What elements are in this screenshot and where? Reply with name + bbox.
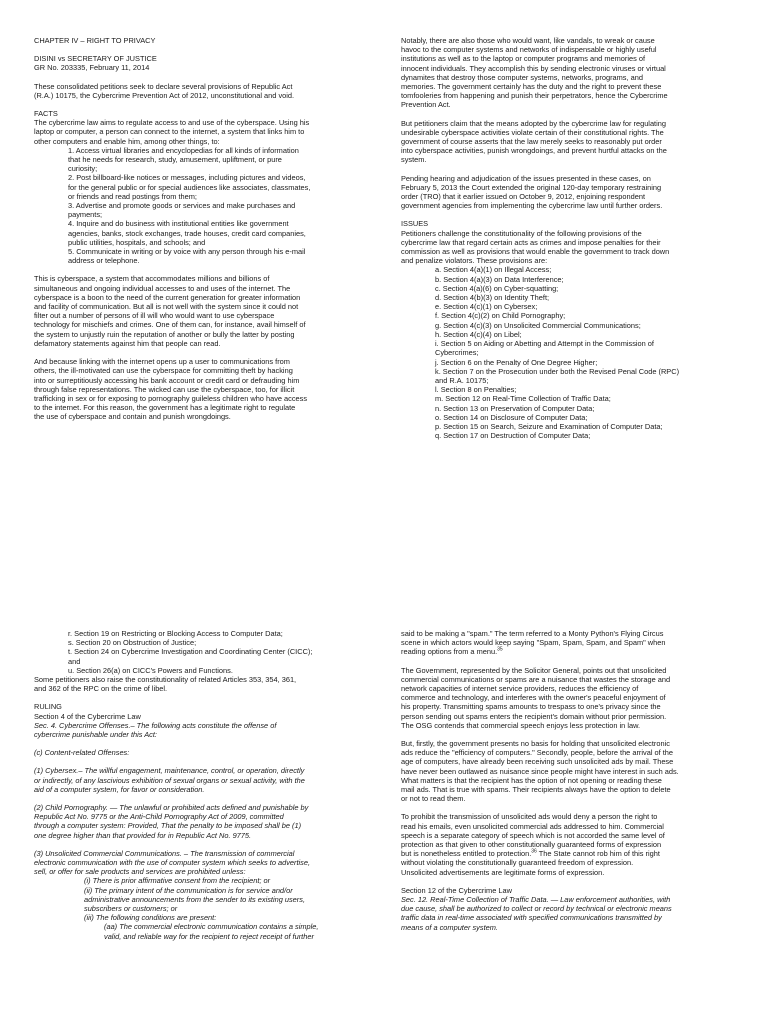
list-item: 3. Advertise and promote goods or services and make purchases and bbox=[68, 201, 296, 211]
list-item: p. Section 15 on Search, Seizure and Examination of Computer Data; bbox=[435, 421, 663, 431]
footnote-marker: 35 bbox=[497, 646, 503, 653]
facts-list bbox=[34, 146, 364, 266]
text-line: And because linking with the internet opens up a user to communications from bbox=[34, 357, 290, 367]
text-line: through false representations. The wicked can use the cyberspace, too, for illicit bbox=[34, 384, 295, 394]
cyberspace-paragraph bbox=[34, 274, 364, 348]
text-line: and facility of communication. But all is not well with the system since it could not bbox=[34, 302, 299, 312]
list-item: and R.A. 10175; bbox=[435, 375, 489, 385]
list-item: valid, and reliable way for the recipient to reject receipt of further bbox=[104, 931, 314, 941]
list-item: (ii) The primary intent of the communication is for service and/or bbox=[84, 885, 293, 895]
text-line: undesirable cyberspace activities violate certain of their constitutional rights. The bbox=[401, 127, 664, 137]
list-item: address or telephone. bbox=[68, 256, 140, 266]
text-line: others, the ill-motivated can use the cyberspace for committing theft by hacking bbox=[34, 366, 293, 376]
list-item: (aa) The commercial electronic communication contains a simple, bbox=[104, 922, 319, 932]
footnote-marker: 36 bbox=[531, 848, 537, 855]
list-item: f. Section 4(c)(2) on Child Pornography; bbox=[435, 311, 566, 321]
list-item: q. Section 17 on Destruction of Computer Data; bbox=[435, 431, 591, 441]
list-item: d. Section 4(b)(3) on Identity Theft; bbox=[435, 293, 550, 303]
text-line: What matters is that the recipient has the option of not opening or reading these bbox=[401, 775, 662, 785]
text-line: sell, or offer for sale products and services are prohibited unless: bbox=[34, 867, 246, 877]
text-line: commission as well as provisions that would enable the government to track down bbox=[401, 247, 670, 257]
sec12-text bbox=[401, 895, 731, 932]
list-item: curiosity; bbox=[68, 164, 98, 174]
gr-number: GR No. 203335, February 11, 2014 bbox=[34, 63, 150, 73]
also-raise-paragraph bbox=[34, 675, 364, 693]
issues-list-continued bbox=[34, 629, 364, 675]
list-item: c. Section 4(a)(6) on Cyber-squatting; bbox=[435, 283, 559, 293]
text-line: (1) Cybersex.– The willful engagement, maintenance, control, or operation, directly bbox=[34, 766, 305, 776]
text-line: ads reduce the "efficiency of computers." Secondly, people, before the arrival of the bbox=[401, 748, 674, 758]
text-line: and penalize violators. These provisions are: bbox=[401, 256, 548, 266]
text-line: aid of a computer system, for favor or consideration. bbox=[34, 784, 205, 794]
text-line: age of computers, have already been receiving such unsolicited ads by mail. These bbox=[401, 757, 674, 767]
section12-heading: Section 12 of the Cybercrime Law bbox=[401, 885, 512, 895]
text-line: Some petitioners also raise the constitutionality of related Articles 353, 354, 361, bbox=[34, 675, 297, 685]
linking-paragraph bbox=[34, 357, 364, 421]
child-pornography-paragraph bbox=[34, 803, 364, 840]
text-line: reading options from a menu. bbox=[401, 647, 498, 657]
list-item: and bbox=[68, 656, 81, 666]
text-line: through a computer system: Provided, That the penalty to be imposed shall be (1) bbox=[34, 821, 302, 831]
text-line: due cause, shall be authorized to collect or record by technical or electronic means bbox=[401, 904, 672, 914]
list-item: e. Section 4(c)(1) on Cybersex; bbox=[435, 302, 538, 312]
text-line: Petitioners challenge the constitutionality of the following provisions of the bbox=[401, 228, 642, 238]
text-line: Unsolicited advertisements are legitimate forms of expression. bbox=[401, 867, 605, 877]
text-line: read his emails, even unsolicited commercial ads addressed to him. Commercial bbox=[401, 821, 664, 831]
text-line: cybercrime law that regard certain acts as crimes and impose penalties for their bbox=[401, 237, 661, 247]
text-line: have never been outlawed as nuisance since people might have interest in such ads. bbox=[401, 766, 679, 776]
chapter-title: CHAPTER IV – RIGHT TO PRIVACY bbox=[34, 36, 156, 45]
text-line: into cyberspace activities, punish wrongdoings, and prevent hurtful attacks on the bbox=[401, 146, 667, 156]
bottom-right-column bbox=[401, 629, 731, 932]
text-line: mail ads. That is true with spams. Their recipients always have the option to delete bbox=[401, 785, 671, 795]
text-line: The State cannot rob him of this right bbox=[538, 849, 660, 859]
government-paragraph bbox=[401, 666, 731, 730]
text-line: trafficking in sex or for exposing to pornography guileless children who have access bbox=[34, 393, 308, 403]
text-line: (3) Unsolicited Commercial Communications. – The transmission of commercial bbox=[34, 848, 295, 858]
tro-paragraph bbox=[401, 174, 731, 211]
text-line: The cybercrime law aims to regulate access to and use of the cyberspace. Using his bbox=[34, 118, 310, 128]
list-item: that he needs for research, study, amusement, upliftment, or pure bbox=[68, 155, 282, 165]
intro-paragraph bbox=[34, 82, 364, 100]
list-item: Cybercrimes; bbox=[435, 348, 479, 358]
text-line: scene in which actors would keep saying "Spam, Spam, Spam, and Spam" when bbox=[401, 638, 666, 648]
list-item: 1. Access virtual libraries and encyclopedias for all kinds of information bbox=[68, 145, 299, 155]
text-line: Pending hearing and adjudication of the issues presented in these cases, on bbox=[401, 173, 651, 183]
list-item: or friends and read postings from them; bbox=[68, 191, 197, 201]
petitioners-claim-paragraph bbox=[401, 119, 731, 165]
text-line: This is cyberspace, a system that accommodates millions and billions of bbox=[34, 274, 270, 284]
text-line: but is nonetheless entitled to protection. bbox=[401, 849, 532, 859]
list-item: t. Section 24 on Cybercrime Investigation and Coordinating Center (CICC); bbox=[68, 647, 313, 657]
text-line: Sec. 12. Real-Time Collection of Traffic Data. — Law enforcement authorities, with bbox=[401, 895, 671, 905]
text-line: The Government, represented by the Solicitor General, points out that unsolicited bbox=[401, 665, 667, 675]
list-item: for the general public or for special audiences like associates, classmates, bbox=[68, 182, 311, 192]
vandals-paragraph bbox=[401, 36, 731, 110]
cybersex-paragraph bbox=[34, 766, 364, 794]
list-item: u. Section 26(a) on CICC's Powers and Functions. bbox=[68, 665, 233, 675]
text-line: network capacities of internet service providers, reduces the efficiency of bbox=[401, 684, 639, 694]
facts-heading: FACTS bbox=[34, 109, 58, 119]
text-line: protection as that given to other constitutionally guaranteed forms of expression bbox=[401, 840, 662, 850]
text-line: To prohibit the transmission of unsolicited ads would deny a person the right to bbox=[401, 812, 658, 822]
list-item: (i) There is prior affirmative consent from the recipient; or bbox=[84, 876, 271, 886]
list-item: 2. Post billboard-like notices or messages, including pictures and videos, bbox=[68, 173, 306, 183]
list-item: agencies, banks, stock exchanges, trade houses, credit card companies, bbox=[68, 228, 306, 238]
list-item: 5. Communicate in writing or by voice with any person through his e-mail bbox=[68, 247, 306, 257]
text-line: without violating the constitutionally guaranteed freedom of expression. bbox=[401, 858, 634, 868]
text-line: laptop or computer, a person can connect to the internet, a system that links him to bbox=[34, 127, 305, 137]
top-right-column bbox=[401, 36, 731, 440]
list-item: s. Section 20 on Obstruction of Justice; bbox=[68, 638, 197, 648]
list-item: l. Section 8 on Penalties; bbox=[435, 385, 517, 395]
but-firstly-paragraph bbox=[401, 739, 731, 803]
issues-intro bbox=[401, 229, 731, 266]
text-line: commerce and technology, and interferes with the owner's peaceful enjoyment of bbox=[401, 693, 666, 703]
text-line: memories. The government certainly has the duty and the right to prevent these bbox=[401, 82, 662, 92]
list-item: o. Section 14 on Disclosure of Computer Data; bbox=[435, 412, 588, 422]
sec4-text bbox=[34, 721, 364, 739]
list-item: k. Section 7 on the Prosecution under both the Revised Penal Code (RPC) bbox=[435, 366, 680, 376]
unsolicited-list bbox=[34, 876, 364, 940]
text-line: one degree higher than that provided for in Republic Act No. 9775. bbox=[34, 830, 252, 840]
list-item: b. Section 4(a)(3) on Data Interference; bbox=[435, 274, 564, 284]
text-line: defamatory statements against him that people can read. bbox=[34, 338, 221, 348]
unsolicited-paragraph bbox=[34, 849, 364, 877]
text-line: Sec. 4. Cybercrime Offenses.– The following acts constitute the offense of bbox=[34, 720, 277, 730]
text-line: The OSG contends that commercial speech enjoys less protection in law. bbox=[401, 720, 641, 730]
text-line: system. bbox=[401, 155, 427, 165]
text-line: person sending out spams enters the recipient's domain without prior permission. bbox=[401, 711, 667, 721]
text-line: the use of cyberspace and contain and punish wrongdoings. bbox=[34, 412, 231, 422]
text-line: other computers and enable him, among other things, to: bbox=[34, 136, 220, 146]
text-line: his property. Transmitting spams amounts to trespass to one's privacy since the bbox=[401, 702, 661, 712]
text-line: or not to read them. bbox=[401, 794, 466, 804]
issues-list bbox=[401, 265, 731, 440]
text-line: But petitioners claim that the means adopted by the cybercrime law for regulating bbox=[401, 118, 666, 128]
list-item: (iii) The following conditions are present: bbox=[84, 913, 217, 923]
text-line: (R.A.) 10175, the Cybercrime Prevention Act of 2012, unconstitutional and void. bbox=[34, 90, 295, 100]
text-line: dynamites that destroy those computer systems, networks, programs, and bbox=[401, 72, 643, 82]
text-line: simultaneous and ongoing individual accesses to and uses of the internet. The bbox=[34, 283, 291, 293]
text-line: February 5, 2013 the Court extended the original 120-day temporary restraining bbox=[401, 182, 662, 192]
text-line: cyberspace is a boon to the need of the current generation for greater information bbox=[34, 292, 301, 302]
case-title: DISINI vs SECRETARY OF JUSTICE bbox=[34, 54, 157, 64]
text-line bbox=[401, 647, 731, 656]
text-line: But, firstly, the government presents no basis for holding that unsolicited electronic bbox=[401, 739, 670, 749]
list-item: i. Section 5 on Aiding or Abetting and Attempt in the Commission of bbox=[435, 339, 654, 349]
top-left-column bbox=[34, 36, 364, 422]
text-line: havoc to the computer systems and networks of indispensable or highly useful bbox=[401, 45, 657, 55]
text-line bbox=[401, 849, 731, 858]
text-line: and 362 of the RPC on the crime of libel. bbox=[34, 684, 168, 694]
text-line: cybercrime punishable under this Act: bbox=[34, 730, 157, 740]
list-item: j. Section 6 on the Penalty of One Degree Higher; bbox=[435, 357, 598, 367]
ruling-heading: RULING bbox=[34, 702, 62, 712]
list-item: g. Section 4(c)(3) on Unsolicited Commercial Communications; bbox=[435, 320, 641, 330]
list-item: n. Section 13 on Preservation of Computer Data; bbox=[435, 403, 595, 413]
text-line: traffic data in real-time associated with specified communications transmitted by bbox=[401, 913, 662, 923]
issues-heading: ISSUES bbox=[401, 219, 429, 229]
text-line: into or surreptitiously accessing his bank account or credit card or defrauding him bbox=[34, 375, 300, 385]
spam-paragraph bbox=[401, 629, 731, 657]
text-line: institutions as well as to the laptop or computer programs and memories of bbox=[401, 54, 646, 64]
text-line: These consolidated petitions seek to declare several provisions of Republic Act bbox=[34, 81, 293, 91]
text-line: means of a computer system. bbox=[401, 922, 498, 932]
list-item: public utilities, hospitals, and schools; and bbox=[68, 237, 206, 247]
content-related-offenses: (c) Content-related Offenses: bbox=[34, 748, 130, 758]
list-item: subscribers or customers; or bbox=[84, 904, 178, 914]
text-line: Republic Act No. 9775 or the Anti-Child Pornography Act of 2009, committed bbox=[34, 812, 284, 822]
section4-heading: Section 4 of the Cybercrime Law bbox=[34, 711, 141, 721]
text-line: (2) Child Pornography. — The unlawful or prohibited acts defined and punishable by bbox=[34, 803, 309, 813]
list-item: h. Section 4(c)(4) on Libel; bbox=[435, 329, 522, 339]
text-line: said to be making a "spam." The term referred to a Monty Python's Flying Circus bbox=[401, 629, 664, 638]
list-item: payments; bbox=[68, 210, 103, 220]
text-line: technology for mischiefs and crimes. One of them can, for instance, avail himself of bbox=[34, 320, 306, 330]
text-line: innocent individuals. They accomplish this by sending electronic viruses or virtual bbox=[401, 63, 666, 73]
list-item: m. Section 12 on Real-Time Collection of Traffic Data; bbox=[435, 394, 611, 404]
text-line: commercial communications or spams are a nuisance that wastes the storage and bbox=[401, 674, 671, 684]
text-line: government of course asserts that the law merely seeks to reasonably put order bbox=[401, 137, 662, 147]
list-item: administrative announcements from the sender to its existing users, bbox=[84, 894, 306, 904]
list-item: r. Section 19 on Restricting or Blocking Access to Computer Data; bbox=[68, 629, 283, 638]
text-line: government agencies from implementing the cybercrime law until further orders. bbox=[401, 201, 663, 211]
prohibit-paragraph bbox=[401, 812, 731, 876]
text-line: order (TRO) that it earlier issued on October 9, 2012, enjoining respondent bbox=[401, 192, 646, 202]
text-line: tomfooleries from happening and punish their perpetrators, hence the Cybercrime bbox=[401, 91, 668, 101]
text-line: Prevention Act. bbox=[401, 100, 451, 110]
bottom-left-column bbox=[34, 629, 364, 941]
text-line: to the internet. For this reason, the government has a legitimate right to regulate bbox=[34, 403, 296, 413]
list-item: 4. Inquire and do business with institutional entities like government bbox=[68, 219, 289, 229]
text-line: electronic communication with the use of computer system which seeks to advertise, bbox=[34, 858, 311, 868]
text-line: the system to unjustly ruin the reputation of another or bully the latter by posting bbox=[34, 329, 295, 339]
text-line: or indirectly, of any lascivious exhibition of sexual organs or sexual activity, with the bbox=[34, 775, 305, 785]
text-line: filter out a number of persons of ill will who would want to use cyberspace bbox=[34, 311, 275, 321]
facts-intro bbox=[34, 118, 364, 146]
text-line: Notably, there are also those who would want, like vandals, to wreak or cause bbox=[401, 36, 655, 45]
text-line: speech is a separate category of speech which is not accorded the same level of bbox=[401, 830, 665, 840]
list-item: a. Section 4(a)(1) on Illegal Access; bbox=[435, 265, 552, 275]
